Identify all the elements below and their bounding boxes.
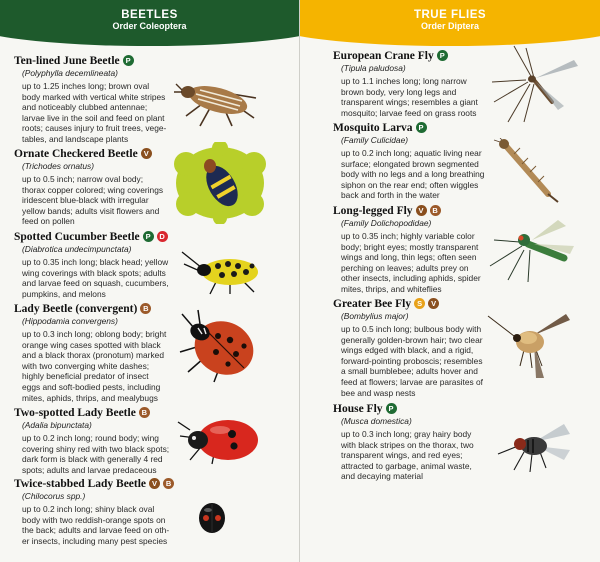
section-subtitle: Order Coleoptera	[112, 21, 187, 31]
badge-beneficial: B	[430, 205, 441, 216]
scientific-name: (Family Dolichopodidae)	[341, 218, 432, 228]
house-fly-illustration	[494, 416, 574, 476]
badge-danger: D	[157, 231, 168, 242]
badge-visitor: V	[428, 298, 439, 309]
description: up to 0.2 inch long; round body; wing covering shiny red with two black spots; dark form is black with generally 4 red spots; adults and larvae predaceous	[22, 433, 170, 475]
badge-visitor: V	[141, 148, 152, 159]
entry-name: Mosquito Larva P	[333, 122, 600, 135]
description: up to 0.35 inch; highly variable color body; bright eyes; mostly transparent wings and long, thin legs; often seen perching on leaves; adults prey on other insects, including aphids, spider mites, thrips, and whiteflies	[341, 231, 481, 294]
scientific-name: (Hippodamia convergens)	[22, 316, 118, 326]
entry-twice-stabbed-lady-beetle	[14, 478, 294, 546]
entry-name: Lady Beetle (convergent) B	[14, 303, 294, 316]
description: up to 0.2 inch long; shiny black oval body with two reddish-orange spots on the back; adults and larvae feed on oth- er insects, including many pest species	[22, 504, 170, 546]
cucumber-beetle-illustration	[180, 248, 265, 296]
checkered-beetle-illustration	[170, 142, 270, 224]
section-subtitle: Order Diptera	[420, 21, 480, 31]
scientific-name: (Diabrotica undecimpunctata)	[22, 244, 132, 254]
badge-beneficial: B	[140, 303, 151, 314]
june-beetle-illustration	[172, 68, 267, 130]
scientific-name: (Adalia bipunctata)	[22, 420, 92, 430]
badge-pest: P	[123, 55, 134, 66]
badge-visitor: V	[416, 205, 427, 216]
badge-pest: P	[143, 231, 154, 242]
entry-name: Two-spotted Lady Beetle B	[14, 407, 294, 420]
entry-name: Twice-stabbed Lady Beetle V B	[14, 478, 294, 491]
description: up to 0.3 inch long; oblong body; bright orange wing cases spotted with black and a black thorax (pronotum) marked with two converging white dashes; highly beneficial predator of insect eggs and soft-bodied pests, including mites, aphids, thrips, and mealybugs	[22, 329, 167, 403]
badge-beneficial: B	[139, 407, 150, 418]
entry-name: Long-legged Fly V B	[333, 205, 600, 218]
entry-name: House Fly P	[333, 403, 600, 416]
entry-name: Greater Bee Fly S V	[333, 298, 600, 311]
description: up to 1.25 inches long; brown oval body marked with vertical white stripes and noticeably clubbed antennae; larvae live in the soil and feed on plant roots; causes injury to fruit trees, vege- tables, and landscape plants	[22, 81, 167, 144]
badge-beneficial: B	[163, 478, 174, 489]
entry-name: Ornate Checkered Beetle V	[14, 148, 294, 161]
badge-pest: P	[386, 403, 397, 414]
scientific-name: (Bombylius major)	[341, 311, 409, 321]
badge-pest: P	[437, 50, 448, 61]
description: up to 0.5 inch long; bulbous body with generally golden-brown hair; two clear wings edged with black, and a rigid, forward-pointing proboscis; resembles a small bumblebee; adults hover and feed at flowers; larvae are parasites of bee and wasp nests	[341, 324, 483, 398]
long-legged-fly-illustration	[486, 210, 582, 284]
crane-fly-illustration	[490, 42, 582, 124]
entry-name: Spotted Cucumber Beetle P D	[14, 231, 294, 244]
scientific-name: (Tipula paludosa)	[341, 63, 406, 73]
flies-header	[300, 0, 600, 46]
bee-fly-illustration	[484, 306, 580, 384]
badge-sun: S	[414, 298, 425, 309]
description: up to 0.3 inch long; gray hairy body with black stripes on the thorax, two transparent wings, and red eyes; attracted to garbage, animal waste, and decaying material	[341, 429, 474, 482]
mosquito-larva-illustration	[492, 138, 562, 204]
beetles-header	[0, 0, 299, 46]
description: up to 0.5 inch; narrow oval body; thorax copper colored; wing coverings iridescent blue-black with irregular yellow bands; adults visit flowers and feed on pollen	[22, 174, 164, 227]
scientific-name: (Musca domestica)	[341, 416, 412, 426]
description: up to 1.1 inches long; long narrow brown body, very long legs and transparent wings; resembles a giant mosquito; larvae feed on grass roots	[341, 76, 478, 118]
scientific-name: (Trichodes ornatus)	[22, 161, 94, 171]
scientific-name: (Family Culicidae)	[341, 135, 409, 145]
description: up to 0.2 inch long; aquatic living near surface; elongated brown segmented body with no legs and a long breathing siphon on the rear end; often wiggles back and forth in the water	[341, 148, 485, 201]
section-title: TRUE FLIES	[413, 9, 487, 21]
two-spotted-lady-beetle-illustration	[176, 414, 262, 466]
scientific-name: (Polyphylla decemlineata)	[22, 68, 118, 78]
section-title: BEETLES	[121, 9, 178, 21]
twice-stabbed-lady-beetle-illustration	[196, 498, 228, 536]
badge-pest: P	[416, 122, 427, 133]
badge-visitor: V	[149, 478, 160, 489]
entry-name: Ten-lined June Beetle P	[14, 55, 294, 68]
description: up to 0.35 inch long; black head; yellow wing coverings with black spots; adults and larvae feed on squash, cucumbers, pumpkins, and melons	[22, 257, 169, 299]
true-flies-page	[300, 0, 600, 562]
entry-name: European Crane Fly P	[333, 50, 600, 63]
scientific-name: (Chilocorus spp.)	[22, 491, 86, 501]
convergent-lady-beetle-illustration	[170, 306, 258, 384]
